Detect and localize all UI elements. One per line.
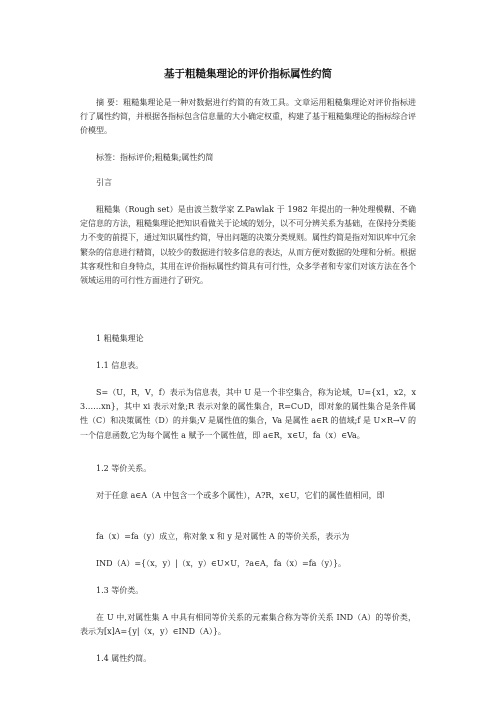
subsection-1-2-heading: 1.2 等价关系。 [96,464,152,473]
subsection-1-3-text: 在 U 中,对属性集 A 中具有相同等价关系的元素集合称为等价关系 IND（A）的等价类，表示为[x]A={y|（x，y）∈IND（A）}。 [80,613,416,637]
subsection-1-2-condition: fa（x）=fa（y）成立，称对象 x 和 y 是对属性 A 的等价关系，表示为 [96,532,350,541]
section-1-heading: 1 粗糙集理论 [96,334,144,343]
paper-title: 基于粗糙集理论的评价指标属性约简 [164,68,332,80]
subsection-1-4-heading: 1.4 属性约简。 [96,654,152,663]
subsection-1-2-formula: IND（A）={（x，y）|（x，y）∈U×U，?a∈A，fa（x）=fa（y）}。 [96,559,347,568]
abstract: 摘 要：粗糙集理论是一种对数据进行约简的有效工具。文章运用粗糙集理论对评价指标进行了属性约简，并根据各指标包含信息量的大小确定权重，构建了基于粗糙集理论的指标综合评价模型。 [80,98,416,136]
subsection-1-3-heading: 1.3 等价类。 [96,586,144,595]
intro-paragraph: 粗糙集（Rough set）是由波兰数学家 Z.Pawlak 于 1982 年提出的一种处理模糊、不确定信息的方法，粗糙集理论把知识看做关于论域的划分，以不可分辨关系为基础，在保持分类能力不变的前提下，通过知识属性约简，导出问题的决策分类规则。属性约简是指对知识库中冗余繁杂的信息进行精简，以较少的数据进行较多信息的表达，从而方便对数据的处理和分析。根据其客观性和自身特点，其用在评价指标属性约简具有可行性，众多学者和专家们对该方法在各个领域运用的可行性方面进行了研究。 [80,205,416,286]
subsection-1-2-text: 对于任意 a∈A（A 中包含一个或多个属性），A?R，x∈U，它们的属性值相同，即 [96,491,385,500]
keywords: 标签：指标评价;粗糙集;属性约简 [96,153,214,162]
subsection-1-1-text: S=（U，R，V，f）表示为信息表，其中 U 是一个非空集合，称为论域，U={x1，x2，x3……xn}，其中 xi 表示对象;R 表示对象的属性集合，R=C∪D，即对象的属性集合是条件属性（C）和决策属性（D）的并集;V 是属性值的集合，Va 是属性 a∈R 的值域;f 是 U×R→V 的一个信息函数,它为每个属性 a 赋予一个属性值，即 a∈R，x∈U，fa（x）∈Va。 [80,388,416,440]
intro-heading: 引言 [96,178,112,187]
subsection-1-1-heading: 1.1 信息表。 [96,361,144,370]
